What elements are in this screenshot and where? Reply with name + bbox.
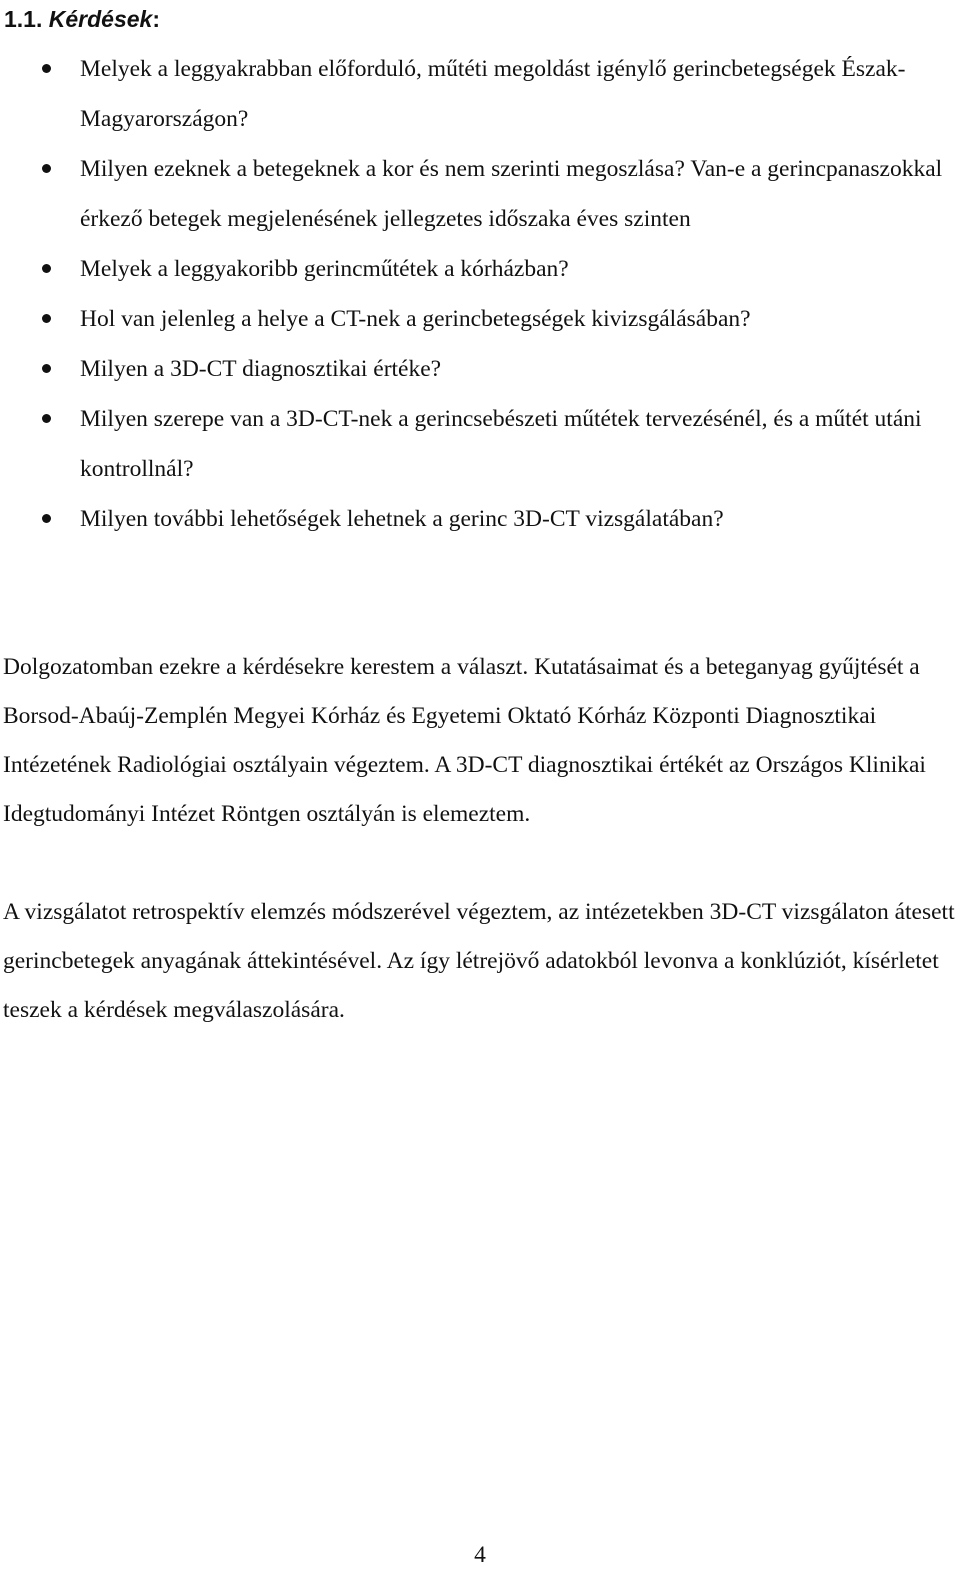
- question-item: Milyen ezeknek a betegeknek a kor és nem szerinti megoszlása? Van-e a gerincpanaszokkal érkező betegek megjelenésének jellegzetes időszaka éves szinten: [0, 144, 960, 244]
- question-list: [0, 44, 960, 544]
- question-item: Melyek a leggyakrabban előforduló, műtéti megoldást igénylő gerincbetegségek Észak-Magyarországon?: [0, 44, 960, 144]
- question-item: Milyen a 3D-CT diagnosztikai értéke?: [0, 344, 960, 394]
- question-item: Milyen további lehetőségek lehetnek a gerinc 3D-CT vizsgálatában?: [0, 494, 960, 544]
- section-number: 1.1.: [4, 6, 43, 32]
- question-item: Melyek a leggyakoribb gerincműtétek a kórházban?: [0, 244, 960, 294]
- page-number: 4: [474, 1542, 486, 1568]
- question-item: Hol van jelenleg a helye a CT-nek a gerincbetegségek kivizsgálásában?: [0, 294, 960, 344]
- paragraph-method: A vizsgálatot retrospektív elemzés módszerével végeztem, az intézetekben 3D-CT vizsgálaton átesett gerincbetegek anyagának áttekintésével. Az így létrejövő adatokból levonva a konklúziót, kísérletet teszek a kérdések megválaszolására.: [3, 899, 955, 1023]
- section-title: Kérdések: [48, 6, 153, 32]
- section-heading: [4, 1, 160, 37]
- question-item: Milyen szerepe van a 3D-CT-nek a gerincsebészeti műtétek tervezésénél, és a műtét utáni kontrollnál?: [0, 394, 960, 494]
- section-title-colon: :: [152, 6, 161, 32]
- paragraph-research-context: Dolgozatomban ezekre a kérdésekre kerestem a választ. Kutatásaimat és a beteganyag gyűjtését a Borsod-Abaúj-Zemplén Megyei Kórház és Egyetemi Oktató Kórház Központi Diagnosztikai Intézetének Radiológiai osztályain végeztem. A 3D-CT diagnosztikai értékét az Országos Klinikai Idegtudományi Intézet Röntgen osztályán is elemeztem.: [3, 654, 926, 827]
